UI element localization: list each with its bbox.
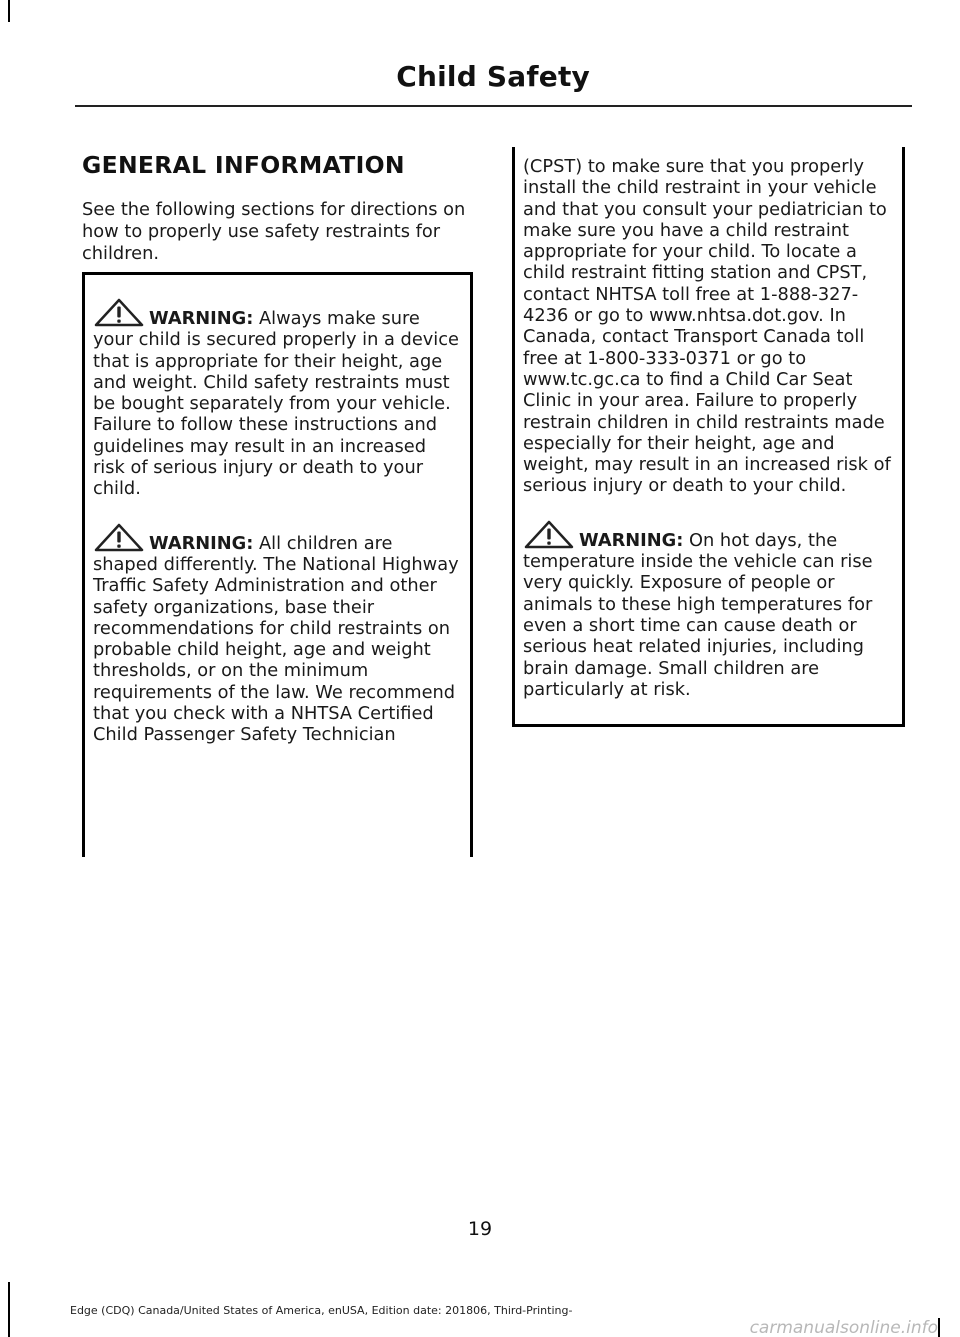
warning-text: All children are shaped differently. The National Highway Traffic Safety Administration and other safety organizations, base their recommendations for child restraints on probable child height, age and weight thresholds, or on the minimum requirements of the law. We recommend that you check with a NHTSA Certified Child Passenger Safety Technician	[93, 532, 459, 746]
watermark[interactable]: carmanualsonline.info	[749, 1318, 938, 1337]
warning-triangle-icon	[523, 519, 575, 550]
crop-mark-bottom-right	[938, 1318, 940, 1337]
page-title: Child Safety	[396, 60, 590, 93]
warning-item	[93, 522, 462, 746]
left-column	[82, 145, 476, 746]
crop-mark-top-left	[8, 0, 10, 22]
header-rule	[75, 105, 912, 107]
footer-edition: Edge (CDQ) Canada/United States of America, enUSA, Edition date: 201806, Third-Printing-	[70, 1304, 573, 1317]
warning-box-left	[82, 272, 473, 857]
warning-triangle-icon	[93, 522, 145, 553]
warning-box-right	[512, 147, 905, 727]
warning-continuation: (CPST) to make sure that you properly install the child restraint in your vehicle and that you consult your pediatrician to make sure you have a child restraint appropriate for your child. To locate a child restraint fitting station and CPST, contact NHTSA toll free at 1-888-327-4236 or go to www.nhtsa.dot.gov. In Canada, contact Transport Canada toll free at 1-800-333-0371 or go to www.tc.gc.ca to find a Child Car Seat Clinic in your area. Failure to properly restrain children in child restraints made especially for their height, age and weight, may result in an increased risk of serious injury or death to your child.	[523, 156, 891, 497]
section-heading: GENERAL INFORMATION	[82, 151, 405, 179]
warning-item	[523, 519, 894, 700]
warning-text: On hot days, the temperature inside the vehicle can rise very quickly. Exposure of people or animals to these high temperatures for even a short time can cause death or serious heat related injuries, including brain damage. Small children are particularly at risk.	[523, 529, 873, 700]
warning-label: WARNING:	[149, 308, 254, 329]
page-number: 19	[467, 1218, 493, 1240]
warning-item	[93, 297, 462, 500]
warning-triangle-icon	[93, 297, 145, 328]
crop-mark-bottom-left	[8, 1282, 10, 1337]
warning-label: WARNING:	[579, 529, 684, 551]
warning-text: Always make sure your child is secured properly in a device that is appropriate for their height, age and weight. Child safety restraints must be bought separately from your vehicle. Failure to follow these instructions and guidelines may result in an increased risk of serious injury or death to your child.	[93, 308, 459, 500]
intro-paragraph: See the following sections for directions on how to properly use safety restraints for children.	[82, 199, 466, 264]
warning-label: WARNING:	[149, 532, 254, 554]
